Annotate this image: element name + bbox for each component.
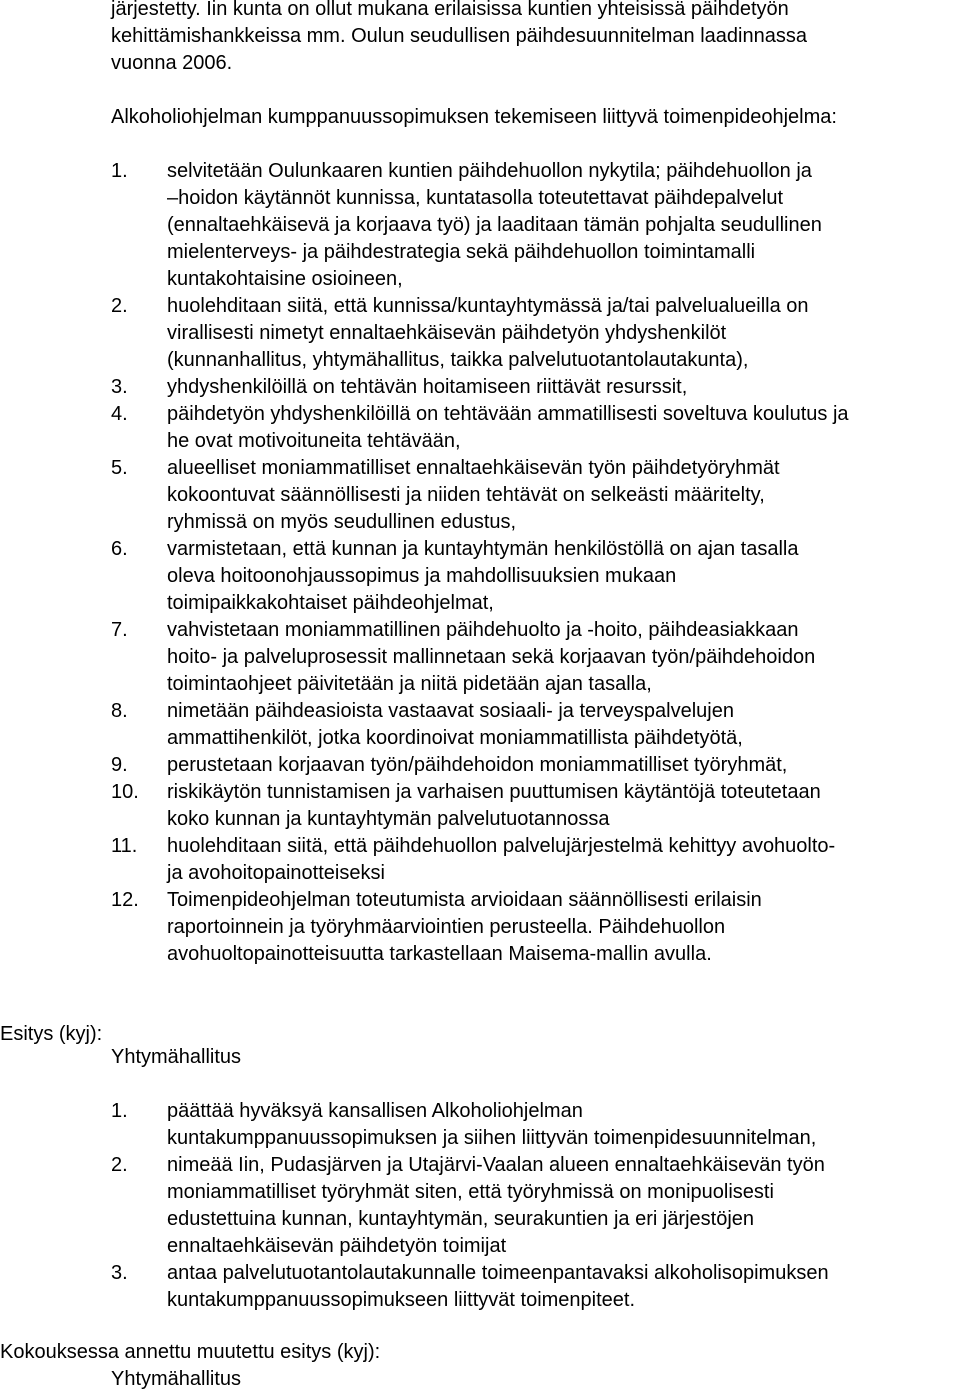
list-item-number: 3. bbox=[111, 376, 128, 398]
intro-paragraph bbox=[111, 0, 956, 77]
intro-line: vuonna 2006. bbox=[111, 52, 233, 74]
list-item-line: riskikäytön tunnistamisen ja varhaisen puuttumisen käytäntöjä toteutetaan bbox=[167, 781, 821, 803]
list-item-line: vahvistetaan moniammatillinen päihdehuolto ja -hoito, päihdeasiakkaan bbox=[167, 619, 799, 641]
proposal-body: Yhtymähallitus bbox=[111, 1046, 242, 1068]
list-item-line: kokoontuvat säännöllisesti ja niiden tehtävät on selkeästi määritelty, bbox=[167, 484, 765, 506]
list-item-number: 5. bbox=[111, 457, 128, 479]
list-item-line: nimetään päihdeasioista vastaavat sosiaali- ja terveyspalvelujen bbox=[167, 700, 734, 722]
list-item-line: toimipaikkakohtaiset päihdeohjelmat, bbox=[167, 592, 494, 614]
list-item-line: oleva hoitoonohjaussopimus ja mahdollisuuksien mukaan bbox=[167, 565, 677, 587]
list-item-number: 4. bbox=[111, 403, 128, 425]
list-item-line: päättää hyväksyä kansallisen Alkoholiohjelman bbox=[167, 1100, 583, 1122]
list-item-line: yhdyshenkilöillä on tehtävän hoitamiseen riittävät resurssit, bbox=[167, 376, 688, 398]
list-item-line: nimeää Iin, Pudasjärven ja Utajärvi-Vaalan alueen ennaltaehkäisevän työn bbox=[167, 1154, 825, 1176]
list-item-line: antaa palvelutuotantolautakunnalle toimeenpantavaksi alkoholisopimuksen bbox=[167, 1262, 829, 1284]
list-item-line: toimintaohjeet päivitetään ja niitä pidetään ajan tasalla, bbox=[167, 673, 652, 695]
list-item-number: 3. bbox=[111, 1262, 128, 1284]
list-item-line: varmistetaan, että kunnan ja kuntayhtymän henkilöstöllä on ajan tasalla bbox=[167, 538, 799, 560]
list-item-line: (kunnanhallitus, yhtymähallitus, taikka palvelutuotantolautakunta), bbox=[167, 349, 749, 371]
list-item-number: 8. bbox=[111, 700, 128, 722]
list-item-line: ryhmissä on myös seudullinen edustus, bbox=[167, 511, 517, 533]
list-item bbox=[111, 833, 960, 887]
intro-line: järjestetty. Iin kunta on ollut mukana erilaisissa kuntien yhteisissä päihdetyön bbox=[111, 0, 789, 20]
list-item-line: edustettuina kunnan, kuntayhtymän, seurakuntien ja eri järjestöjen bbox=[167, 1208, 755, 1230]
list-item bbox=[111, 1152, 960, 1260]
list-item bbox=[111, 374, 960, 401]
list-item-number: 10. bbox=[111, 781, 139, 803]
program-intro: Alkoholiohjelman kumppanuussopimuksen tekemiseen liittyvä toimenpideohjelma: bbox=[111, 106, 837, 128]
proposal-heading: Esitys (kyj): bbox=[0, 1023, 103, 1045]
list-item-line: he ovat motivoituneita tehtävään, bbox=[167, 430, 461, 452]
list-item-number: 1. bbox=[111, 1100, 128, 1122]
list-item-line: Toimenpideohjelman toteutumista arvioidaan säännöllisesti erilaisin bbox=[167, 889, 762, 911]
list-item-line: mielenterveys- ja päihdestrategia sekä päihdehuollon toimintamalli bbox=[167, 241, 756, 263]
list-item bbox=[111, 617, 960, 698]
list-item bbox=[111, 1260, 960, 1314]
list-item-line: ennaltaehkäisevän päihdetyön toimijat bbox=[167, 1235, 507, 1257]
amended-heading: Kokouksessa annettu muutettu esitys (kyj): bbox=[0, 1341, 381, 1363]
list-item-number: 1. bbox=[111, 160, 128, 182]
list-item-line: –hoidon käytännöt kunnissa, kuntatasolla toteutettavat päihdepalvelut bbox=[167, 187, 783, 209]
list-item bbox=[111, 455, 960, 536]
list-item bbox=[111, 698, 960, 752]
list-item-number: 6. bbox=[111, 538, 128, 560]
proposal-list bbox=[111, 1098, 960, 1314]
list-item-line: kuntakumppanuussopimukseen liittyvät toimenpiteet. bbox=[167, 1289, 636, 1311]
list-item-line: huolehditaan siitä, että kunnissa/kuntayhtymässä ja/tai palvelualueilla on bbox=[167, 295, 809, 317]
list-item bbox=[111, 536, 960, 617]
list-item-line: päihdetyön yhdyshenkilöillä on tehtävään ammatillisesti soveltuva koulutus ja bbox=[167, 403, 849, 425]
list-item-line: huolehditaan siitä, että päihdehuollon palvelujärjestelmä kehittyy avohuolto- bbox=[167, 835, 836, 857]
list-item bbox=[111, 1098, 960, 1152]
list-item-line: virallisesti nimetyt ennaltaehkäisevän päihdetyön yhdyshenkilöt bbox=[167, 322, 727, 344]
list-item bbox=[111, 752, 960, 779]
amended-body: Yhtymähallitus bbox=[111, 1368, 242, 1390]
list-item-line: kuntakohtaisine osioineen, bbox=[167, 268, 403, 290]
intro-line: kehittämishankkeissa mm. Oulun seudullisen päihdesuunnitelman laadinnassa bbox=[111, 25, 807, 47]
list-item-line: perustetaan korjaavan työn/päihdehoidon moniammatilliset työryhmät, bbox=[167, 754, 788, 776]
list-item-number: 12. bbox=[111, 889, 139, 911]
list-item-line: koko kunnan ja kuntayhtymän palvelutuotannossa bbox=[167, 808, 610, 830]
list-item bbox=[111, 293, 960, 374]
list-item-number: 7. bbox=[111, 619, 128, 641]
list-item-line: (ennaltaehkäisevä ja korjaava työ) ja laaditaan tämän pohjalta seudullinen bbox=[167, 214, 822, 236]
list-item-line: moniammatilliset työryhmät siten, että työryhmissä on monipuolisesti bbox=[167, 1181, 774, 1203]
list-item-line: raportoinnein ja työryhmäarviointien perusteella. Päihdehuollon bbox=[167, 916, 726, 938]
list-item bbox=[111, 887, 960, 968]
list-item-line: ammattihenkilöt, jotka koordinoivat moniammatillista päihdetyötä, bbox=[167, 727, 743, 749]
list-item-line: hoito- ja palveluprosessit mallinnetaan sekä korjaavan työn/päihdehoidon bbox=[167, 646, 816, 668]
list-item bbox=[111, 158, 960, 293]
list-item-number: 11. bbox=[111, 835, 138, 857]
list-item bbox=[111, 401, 960, 455]
list-item-line: selvitetään Oulunkaaren kuntien päihdehuollon nykytila; päihdehuollon ja bbox=[167, 160, 812, 182]
program-list bbox=[111, 158, 960, 968]
list-item-line: avohuoltopainotteisuutta tarkastellaan Maisema-mallin avulla. bbox=[167, 943, 712, 965]
list-item bbox=[111, 779, 960, 833]
list-item-line: ja avohoitopainotteiseksi bbox=[167, 862, 385, 884]
list-item-number: 2. bbox=[111, 295, 128, 317]
list-item-line: alueelliset moniammatilliset ennaltaehkäisevän työn päihdetyöryhmät bbox=[167, 457, 780, 479]
list-item-number: 2. bbox=[111, 1154, 128, 1176]
list-item-number: 9. bbox=[111, 754, 128, 776]
list-item-line: kuntakumppanuussopimuksen ja siihen liittyvän toimenpidesuunnitelman, bbox=[167, 1127, 817, 1149]
